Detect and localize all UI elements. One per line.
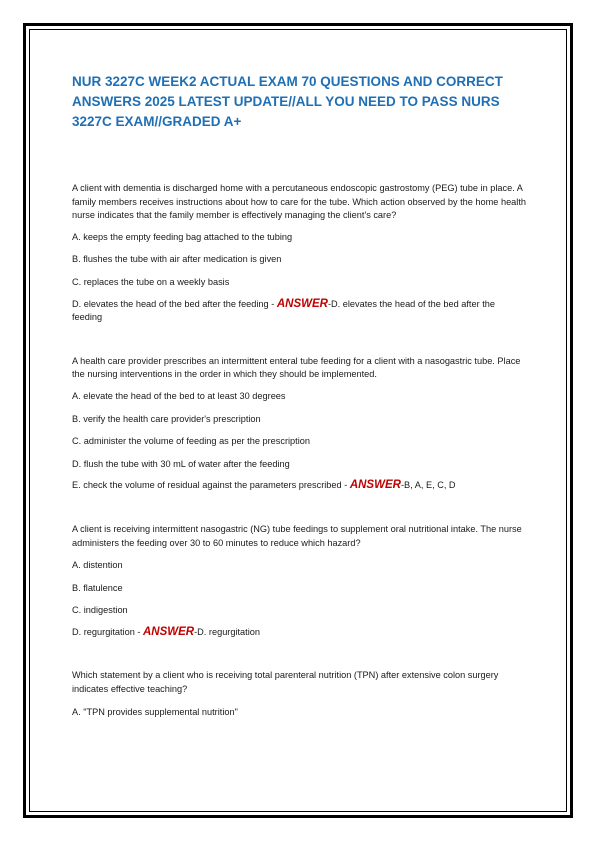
- question-block: [72, 669, 526, 719]
- question-stem: A health care provider prescribes an intermittent enteral tube feeding for a client with a nasogastric tube. Place the nursing interventions in the order in which they should be implemented.: [72, 355, 521, 380]
- answer-option: A. keeps the empty feeding bag attached to the tubing: [72, 231, 293, 242]
- answer-keyword: ANSWER: [276, 297, 328, 310]
- answer-option-text: D. regurgitation -: [72, 626, 143, 637]
- answer-option: C. indigestion: [72, 605, 128, 616]
- answer-option-with-key: [72, 626, 526, 640]
- answer-option: B. verify the health care provider's prescription: [72, 413, 261, 424]
- document-title: NUR 3227C WEEK2 ACTUAL EXAM 70 QUESTIONS AND CORRECT ANSWERS 2025 LATEST UPDATE//ALL YOU NEED TO PASS NURS 3227C EXAM//GRADED A+: [72, 74, 503, 129]
- answer-option-text: E. check the volume of residual against the parameters prescribed -: [72, 480, 350, 491]
- answer-option: D. flush the tube with 30 mL of water after the feeding: [72, 458, 290, 469]
- answer-option: C. replaces the tube on a weekly basis: [72, 276, 230, 287]
- document-body: [72, 72, 526, 719]
- answer-option: A. distention: [72, 560, 123, 571]
- question-stem: A client with dementia is discharged home with a percutaneous endoscopic gastrostomy (PEG) tube in place. A family members receives instructions about how to care for the tube. Which action observed by the home health nurse indicates that the family member is effectively managing the client's care?: [72, 183, 526, 221]
- answer-option-with-key: [72, 298, 526, 325]
- correct-answer: -B, A, E, C, D: [400, 480, 456, 491]
- answer-option: A. "TPN provides supplemental nutrition": [72, 706, 238, 717]
- answer-keyword: ANSWER: [142, 625, 195, 638]
- question-block: [72, 523, 526, 640]
- answer-keyword: ANSWER: [349, 479, 401, 492]
- answer-option-text: D. elevates the head of the bed after the feeding -: [72, 298, 277, 309]
- answer-option: C. administer the volume of feeding as per the prescription: [72, 436, 310, 447]
- answer-option: B. flushes the tube with air after medication is given: [72, 254, 282, 265]
- answer-option: A. elevate the head of the bed to at least 30 degrees: [72, 390, 286, 401]
- question-block: [72, 182, 526, 325]
- question-stem: Which statement by a client who is receiving total parenteral nutrition (TPN) after extensive colon surgery indicates effective teaching?: [72, 670, 499, 695]
- question-stem: A client is receiving intermittent nasogastric (NG) tube feedings to supplement oral nutritional intake. The nurse administers the feeding over 30 to 60 minutes to reduce which hazard?: [72, 523, 522, 548]
- answer-option: B. flatulence: [72, 582, 123, 593]
- question-block: [72, 355, 526, 493]
- answer-option-with-key: [72, 479, 526, 493]
- correct-answer: -D. regurgitation: [194, 626, 260, 637]
- correct-answer: -D. elevates the head of the bed after the feeding: [72, 298, 495, 323]
